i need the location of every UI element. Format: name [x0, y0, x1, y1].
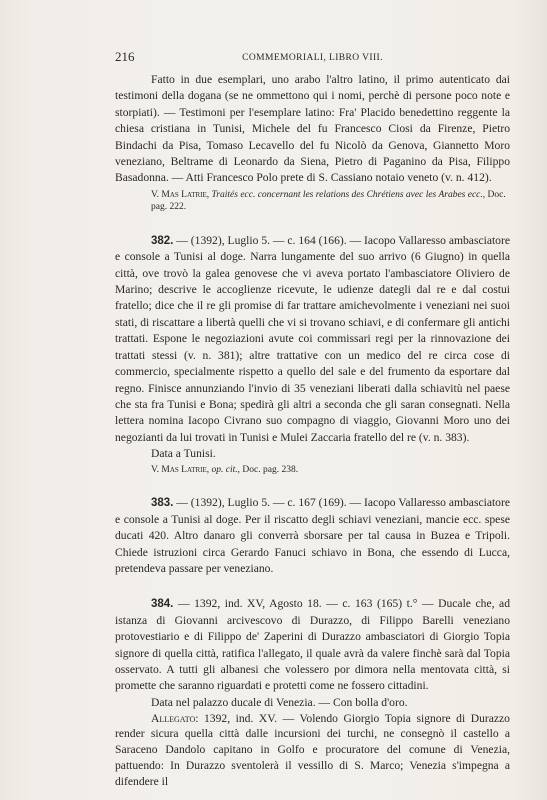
entry-382: [115, 233, 510, 477]
entry-data-line: Data a Tunisi.: [151, 447, 216, 461]
intro-reference: [115, 189, 510, 214]
reference-author: V. Mas Latrie,: [151, 464, 210, 475]
running-title: COMMEMORIALI, LIBRO VIII.: [242, 53, 383, 63]
entry-body: — (1392), Luglio 5. — c. 164 (166). — Iacopo Vallaresso ambasciatore e console a Tunisi al doge. Narra lungamente del suo arrivo (6 Giugno) in quella città, ove trovò la galea genovese che vi aveva portato l'ambasciatore Oliviero de Marino; descrive le accoglienze ricevute, le udienze dategli dal re e dal costui fratello; dice che il re gli promise di far trattare amichevolmente i veneziani nei suoi stati, di riscattare a libertà quelli che vi si trovano schiavi, e di confermare gli antichi trattati. Espone le negoziazioni avute coi commissari regi per la rinnovazione dei trattati stessi (v. n. 381); altre trattative con un medico del re circa cose di commercio, specialmente rispetto a quello del sale e del frumento da esportare dal regno. Finisce annunziando l'invio di 35 veneziani liberati dalla schiavitù nel paese che sta fra Tunisi e Bona; spedirà gli altri a seconda che gli saran consegnati. Nella lettera nomina Iacopo Civrano suo compagno di viaggio, Giovanni Moro uno dei negozianti da lui trovati in Tunisi e Mulei Zaccaria fratello del re (v. n. 383).: [115, 233, 510, 444]
reference-doc: Doc.: [487, 189, 506, 200]
entry-body: — 1392, ind. XV, Agosto 18. — c. 163 (165) t.° — Ducale che, ad istanza di Giovanni arcivescovo di Durazzo, di Filippo Barelli veneziano protovestiario e di Filippo de' Zaperini di Durazzo ambasciatori di Giorgio Topia signore di quella città, ratifica l'allegato, il quale avrà da valere finchè sarà dal Topia osservato. A tutti gli albanesi che volessero por dimora nella mentovata città, si promette che saranno riguardati e protetti come ne fossero cittadini.: [115, 597, 511, 693]
entry-number: 383.: [151, 497, 174, 510]
page-number: 216: [115, 49, 135, 64]
allegato-label: Allegato:: [151, 711, 199, 725]
entry-reference: [115, 464, 510, 477]
reference-author: V. Mas Latrie,: [151, 189, 210, 200]
entry-body: — (1392), Luglio 5. — c. 167 (169). — Iacopo Vallaresso ambasciatore e console a Tunisi al doge. Per il riscatto degli schiavi veneziani, mancie ecc. spese ducati 420. Altro danaro gli converrà sborsare per tal causa in Buzea e Tripoli. Chiede istruzioni circa Gerardo Fanuci schiavo in Bona, che essendo di Lucca, pretendeva passare per veneziano.: [115, 496, 510, 576]
entry-number: 382.: [151, 234, 174, 247]
intro-paragraph: Fatto in due esemplari, uno arabo l'altro latino, il primo autenticato dai testimoni della dogana (se ne ommettono qui i nomi, perchè di persone poco note e storpiati). — Testimoni per l'esemplare latino: Fra' Placido benedettino reggente la chiesa cristiana in Tunisi, Michele del fu Francesco Ciosi da Firenze, Pietro Bindachi da Pisa, Tomaso Lecavello del fu Nicolò da Genova, Giannetto Moro veneziano, Beltrame di Leonardo da Siena, Pietro di Paganino da Pisa, Filippo Basadonna. — Atti Francesco Polo prete di S. Cassiano notaio veneto (v. n. 412).: [115, 73, 510, 185]
reference-doc: Doc. pag. 238.: [242, 464, 299, 475]
reference-title: Traités ecc. concernant les relations des Chrétiens avec les Arabes ecc.,: [211, 189, 486, 200]
entry-number: 384.: [151, 598, 174, 611]
entry-text: [115, 495, 510, 577]
entry-383: [115, 495, 510, 577]
allegato-text: 1392, ind. XV. — Volendo Giorgio Topia signore di Durazzo render sicura quella città dalle incursioni dei turchi, ne consegnò il castello a Saraceno Dandolo capitano in Golfo e procuratore del comune di Venezia, pattuendo: In Durazzo sventolerà il vessillo di S. Marco; Venezia s'impegna a difendere il: [115, 711, 510, 788]
entry-data-line: Data nel palazzo ducale di Venezia. — Con bolla d'oro.: [151, 695, 408, 709]
reference-title: op. cit.,: [211, 464, 241, 475]
entry-text: [115, 233, 510, 446]
entry-text: [115, 596, 510, 694]
allegato-paragraph: [115, 711, 510, 790]
document-body: [115, 72, 510, 790]
reference-page: pag. 222.: [151, 202, 187, 213]
entry-384: [115, 596, 510, 789]
